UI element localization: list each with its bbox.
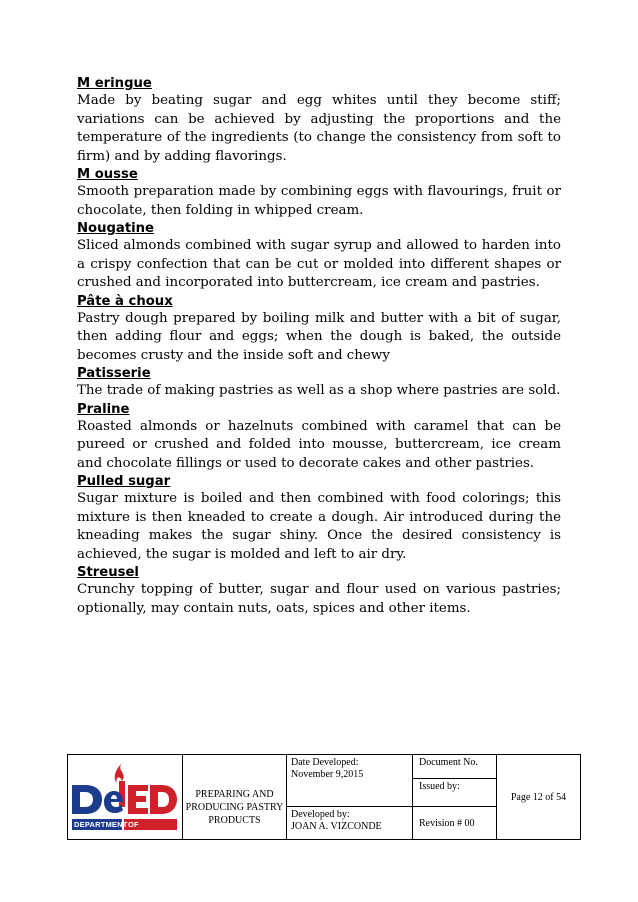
glossary-term: Patisserie: [77, 366, 151, 381]
glossary-term: M eringue: [77, 76, 152, 91]
deped-logo: [68, 755, 183, 839]
glossary-term: Streusel: [77, 565, 139, 580]
glossary-definition: Roasted almonds or hazelnuts combined with caramel that can be pureed or crushed and folded into mousse, buttercream, ice cream and chocolate fillings or used to decorate cakes and other pastries.: [77, 418, 561, 471]
date-developed-value: November 9,2015: [291, 769, 364, 780]
glossary-definition: The trade of making pastries as well as a shop where pastries are sold.: [77, 383, 561, 398]
document-number-cell: [413, 755, 497, 779]
glossary-definition: Pastry dough prepared by boiling milk and butter with a bit of sugar, then adding flour and eggs; when the dough is baked, the outside becomes crusty and the inside soft and chewy: [77, 310, 561, 363]
glossary-term: M ousse: [77, 167, 138, 182]
glossary-definition: Sugar mixture is boiled and then combined with food colorings; this mixture is then kneaded to create a dough. Air introduced during the kneading makes the sugar shiny. Once the desired consistency is achieved, the sugar is molded and left to air dry.: [77, 491, 561, 562]
developed-by-label: Developed by:: [291, 809, 350, 820]
glossary-definition: Sliced almonds combined with sugar syrup and allowed to harden into a crispy confection that can be cut or molded into different shapes or crushed and incorporated into buttercream, ice cream and pastries.: [77, 238, 561, 290]
page-number: Page 12 of 54: [510, 791, 567, 803]
glossary-term: Nougatine: [77, 221, 154, 236]
revision-cell: [413, 807, 497, 839]
module-title: [183, 755, 287, 839]
issued-by-label: Issued by:: [419, 781, 460, 792]
logo-sub-right: OF EDUCATION: [128, 820, 174, 838]
glossary-section: [77, 75, 561, 618]
glossary-term: Pâte à choux: [77, 293, 173, 309]
module-title-line: PRODUCTS: [208, 814, 261, 826]
date-developed-label: Date Developed:: [291, 757, 359, 768]
glossary-definition: Made by beating sugar and egg whites until they become stiff; variations can be achieved by adjusting the proportions and the temperature of the ingredients (to change the consistency from soft to firm) and by adding flavorings.: [77, 93, 561, 164]
glossary-term: Pulled sugar: [77, 474, 171, 489]
developed-by-cell: [287, 807, 413, 839]
module-title-line: PREPARING AND: [195, 788, 274, 800]
document-number-label: Document No.: [419, 757, 478, 768]
glossary-definition: Smooth preparation made by combining eggs with flavourings, fruit or chocolate, then folding in whipped cream.: [77, 184, 561, 218]
page-number-cell: [497, 755, 580, 839]
glossary-term: Praline: [77, 401, 130, 417]
glossary-definition: Crunchy topping of butter, sugar and flour used on various pastries; optionally, may contain nuts, oats, spices and other items.: [77, 582, 561, 616]
module-title-line: PRODUCING PASTRY: [185, 801, 284, 813]
date-developed-cell: [287, 755, 413, 807]
issued-by-cell: [413, 779, 497, 807]
revision-number: Revision # 00: [419, 818, 475, 829]
developed-by-value: JOAN A. VIZCONDE: [291, 821, 382, 832]
document-footer-table: [67, 754, 581, 840]
logo-sub-left: DEPARTMENT: [74, 820, 128, 829]
